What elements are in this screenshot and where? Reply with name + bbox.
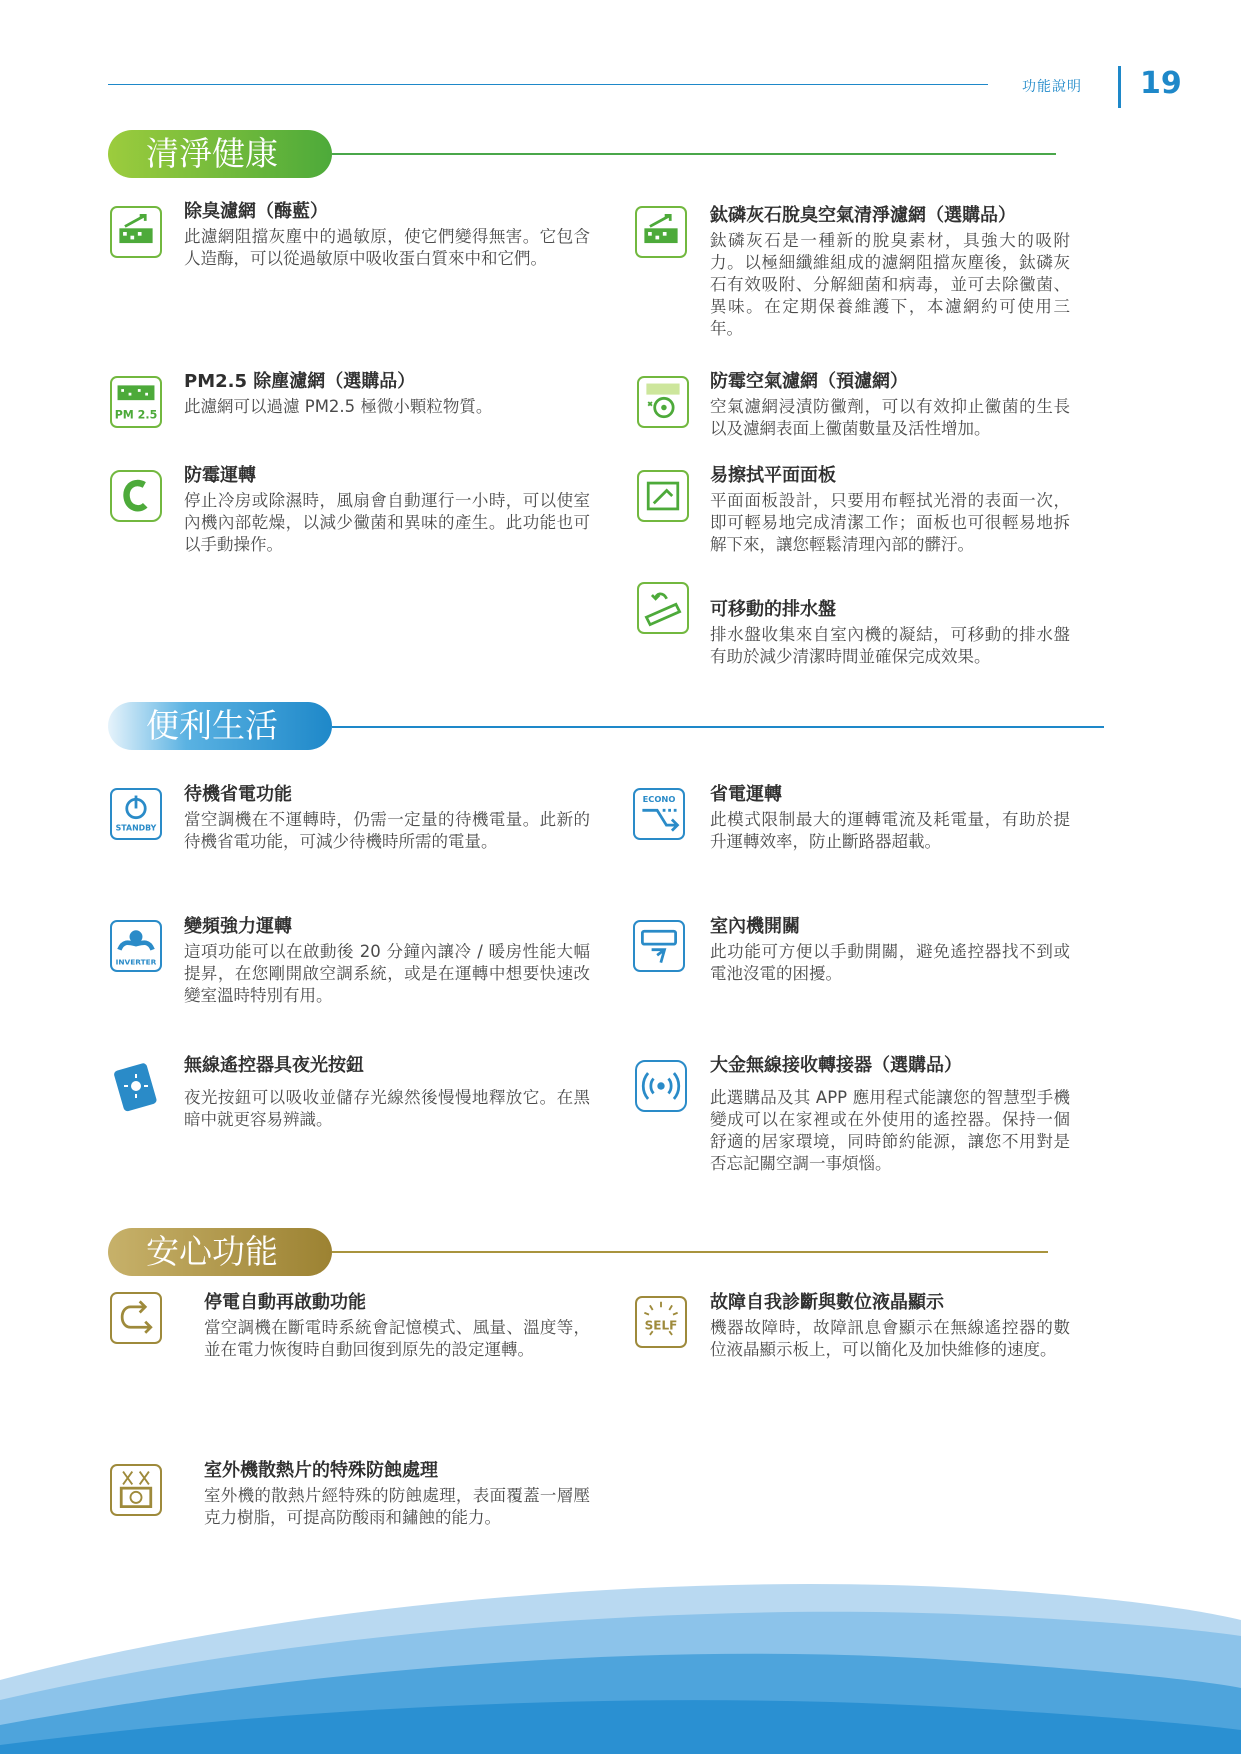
section-banner-clean: 清淨健康 (108, 130, 332, 178)
feature-pm25-filter (184, 369, 590, 418)
feature-standby-saving (184, 782, 590, 853)
feature-title: 室外機散熱片的特殊防蝕處理 (204, 1460, 438, 1481)
feature-econo (710, 782, 1070, 853)
footer-wave-decoration (0, 1560, 1241, 1754)
inverter-icon (110, 920, 162, 972)
feature-title: 省電運轉 (710, 784, 782, 805)
header-divider (1118, 66, 1121, 108)
self-icon-label: SELF (644, 1318, 678, 1333)
section-rule-safety (332, 1251, 1048, 1253)
feature-title: 易擦拭平面面板 (710, 465, 836, 486)
feature-body: 當空調機在斷電時系統會記憶模式、風量、溫度等，並在電力恢復時自動回復到原先的設定運轉。 (204, 1318, 590, 1359)
feature-auto-restart (204, 1290, 590, 1361)
feature-body: 夜光按鈕可以吸收並儲存光線然後慢慢地釋放它。在黑暗中就更容易辨識。 (184, 1088, 590, 1129)
standby-icon-label: STANDBY (115, 823, 157, 833)
feature-flat-panel (710, 463, 1070, 556)
feature-drain-pan (710, 597, 1070, 668)
pm25-icon-label: PM 2.5 (114, 408, 158, 422)
feature-indoor-switch (710, 914, 1070, 985)
feature-body: 停止冷房或除濕時，風扇會自動運行一小時，可以使室內機內部乾燥，以減少黴菌和異味的產生。此功能也可以手動操作。 (184, 491, 590, 554)
feature-anticorrosion (204, 1458, 590, 1529)
feature-title: 大金無線接收轉接器（選購品） (710, 1055, 962, 1076)
drain-pan-icon (637, 582, 689, 634)
section-rule-clean (332, 153, 1056, 155)
feature-title: 可移動的排水盤 (710, 599, 836, 620)
feature-body: 此濾網可以過濾 PM2.5 極微小顆粒物質。 (184, 397, 493, 416)
feature-deodorizing-filter (184, 199, 590, 270)
feature-title: PM2.5 除塵濾網（選購品） (184, 371, 416, 392)
wireless-adapter-icon (635, 1060, 687, 1112)
feature-inverter-powerful (184, 914, 590, 1007)
feature-body: 此選購品及其 APP 應用程式能讓您的智慧型手機變成可以在家裡或在外使用的遙控器。保持一個舒適的居家環境，同時節約能源，讓您不用對是否忘記關空調一事煩惱。 (710, 1088, 1070, 1173)
deodorizing-filter-icon (110, 206, 162, 258)
titanium-filter-icon (635, 206, 687, 258)
mold-proof-operation-icon (110, 470, 162, 522)
feature-title: 停電自動再啟動功能 (204, 1292, 366, 1313)
anticorrosion-icon (110, 1464, 162, 1516)
feature-body: 此濾網阻擋灰塵中的過敏原，使它們變得無害。它包含人造酶，可以從過敏原中吸收蛋白質來中和它們。 (184, 227, 590, 268)
feature-title: 待機省電功能 (184, 784, 292, 805)
feature-mold-proof-filter (710, 369, 1070, 440)
feature-body: 室外機的散熱片經特殊的防蝕處理，表面覆蓋一層壓克力樹脂，可提高防酸雨和鏽蝕的能力。 (204, 1486, 590, 1527)
feature-title: 除臭濾網（酶藍） (184, 201, 328, 222)
feature-title: 變頻強力運轉 (184, 916, 292, 937)
econo-icon (633, 788, 685, 840)
feature-title: 防霉空氣濾網（預濾網） (710, 371, 908, 392)
header-rule (108, 84, 988, 85)
mold-proof-filter-icon (637, 376, 689, 428)
auto-restart-icon (110, 1292, 162, 1344)
feature-body: 鈦磷灰石是一種新的脫臭素材，具強大的吸附力。以極細纖維組成的濾網阻擋灰塵後，鈦磷灰石有效吸附、分解細菌和病毒，並可去除黴菌、異味。在定期保養維護下，本濾網約可使用三年。 (710, 231, 1070, 338)
feature-body: 當空調機在不運轉時，仍需一定量的待機電量。此新的待機省電功能，可減少待機時所需的電量。 (184, 810, 590, 851)
feature-body: 此模式限制最大的運轉電流及耗電量，有助於提升運轉效率，防止斷路器超載。 (710, 810, 1070, 851)
self-diagnosis-icon (635, 1296, 687, 1348)
feature-body: 空氣濾網浸漬防黴劑，可以有效抑止黴菌的生長以及濾網表面上黴菌數量及活性增加。 (710, 397, 1070, 438)
section-rule-convenience (332, 726, 1104, 728)
section-banner-safety: 安心功能 (108, 1228, 332, 1276)
feature-self-diagnosis (710, 1290, 1070, 1361)
section-banner-convenience: 便利生活 (108, 702, 332, 750)
indoor-switch-icon (633, 920, 685, 972)
feature-titanium-filter (710, 203, 1070, 340)
flat-panel-icon (637, 470, 689, 522)
feature-wireless-adapter (710, 1053, 1070, 1175)
feature-glow-button-remote (184, 1053, 590, 1131)
feature-body: 這項功能可以在啟動後 20 分鐘內讓冷 / 暖房性能大幅提昇，在您剛開啟空調系統，或是在運轉中想要快速改變室溫時特別有用。 (184, 942, 590, 1005)
inverter-icon-label: INVERTER (115, 957, 157, 967)
feature-body: 排水盤收集來自室內機的凝結，可移動的排水盤有助於減少清潔時間並確保完成效果。 (710, 625, 1070, 666)
feature-body: 平面面板設計，只要用布輕拭光滑的表面一次，即可輕易地完成清潔工作；面板也可很輕易地拆解下來，讓您輕鬆清理內部的髒汙。 (710, 491, 1070, 554)
glow-button-icon (110, 1060, 162, 1112)
econo-icon-label: ECONO (642, 794, 676, 804)
feature-body: 此功能可方便以手動開關，避免遙控器找不到或電池沒電的困擾。 (710, 942, 1070, 983)
feature-title: 鈦磷灰石脫臭空氣清淨濾網（選購品） (710, 205, 1016, 226)
feature-mold-proof-operation (184, 463, 590, 556)
page-number: 19 (1140, 66, 1182, 101)
feature-body: 機器故障時，故障訊息會顯示在無線遙控器的數位液晶顯示板上，可以簡化及加快維修的速度。 (710, 1318, 1070, 1359)
header-section-name: 功能說明 (1022, 79, 1082, 95)
standby-icon (110, 788, 162, 840)
feature-title: 防霉運轉 (184, 465, 256, 486)
pm25-filter-icon (110, 376, 162, 428)
feature-title: 室內機開關 (710, 916, 800, 937)
feature-title: 故障自我診斷與數位液晶顯示 (710, 1292, 944, 1313)
feature-title: 無線遙控器具夜光按鈕 (184, 1055, 364, 1076)
